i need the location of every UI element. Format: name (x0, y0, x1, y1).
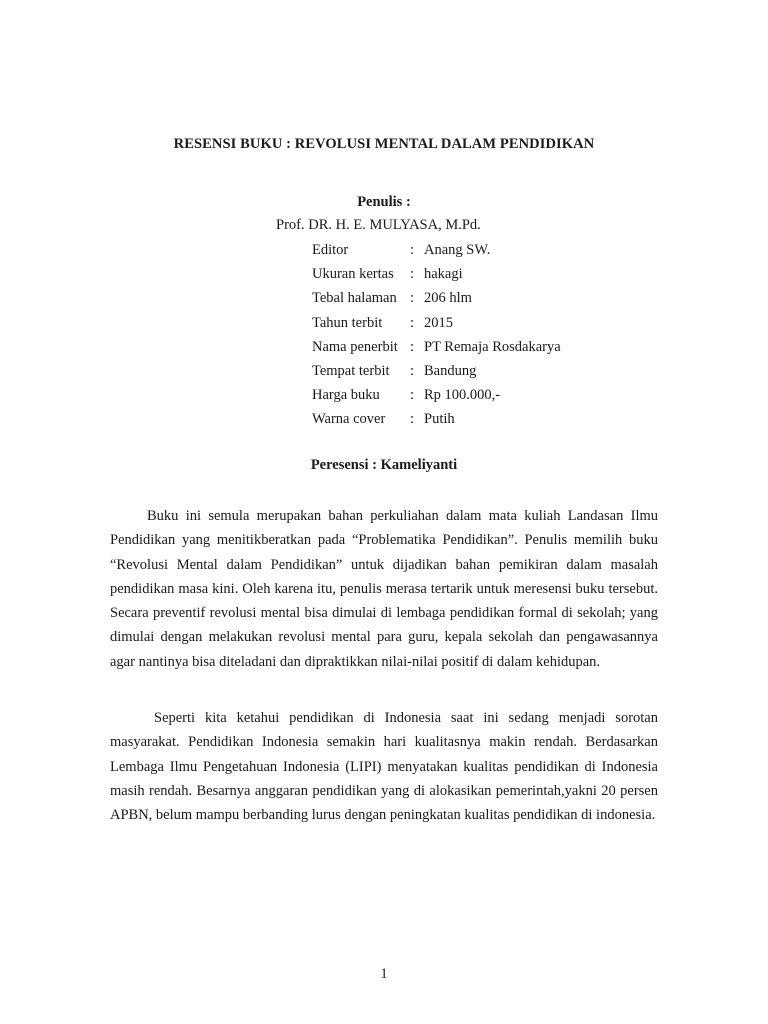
detail-key: Nama penerbit (312, 338, 398, 355)
body-paragraph-1: Buku ini semula merupakan bahan perkuliahan dalam mata kuliah Landasan Ilmu Pendidikan yang menitikberatkan pada “Problematika Pendidikan”. Penulis memilih buku “Revolusi Mental dalam Pendidikan” untuk dijadikan bahan pemikiran dalam masalah pendidikan masa kini. Oleh karena itu, penulis merasa tertarik untuk meresensi buku tersebut. Secara preventif revolusi mental bisa dimulai di lembaga pendidikan formal di sekolah; yang dimulai dengan melakukan revolusi mental para guru, kepala sekolah dan pengawasannya agar nantinya bisa diteladani dan dipraktikkan nilai-nilai positif di dalam kehidupan. (110, 508, 658, 670)
detail-key: Tahun terbit (312, 314, 383, 331)
detail-separator: : (410, 242, 415, 258)
author-name: Prof. DR. H. E. MULYASA, M.Pd. (276, 217, 481, 233)
detail-value: Anang SW. (424, 242, 491, 258)
page-number: 1 (380, 966, 388, 982)
detail-value: 206 hlm (424, 290, 472, 307)
detail-value: PT Remaja Rosdakarya (424, 338, 561, 355)
detail-value: hakagi (424, 266, 463, 283)
detail-separator: : (410, 266, 415, 283)
detail-separator: : (410, 290, 415, 307)
page-title: RESENSI BUKU : REVOLUSI MENTAL DALAM PENDIDIKAN (173, 136, 595, 152)
detail-separator: : (410, 338, 415, 355)
detail-value: Bandung (424, 362, 477, 379)
detail-key: Warna cover (312, 411, 386, 428)
detail-key: Editor (312, 242, 349, 258)
author-label: Penulis : (357, 194, 411, 210)
detail-key: Ukuran kertas (312, 266, 394, 283)
body-paragraph-2: Seperti kita ketahui pendidikan di Indonesia saat ini sedang menjadi sorotan masyarakat. Pendidikan Indonesia semakin hari kualitasnya makin rendah. Berdasarkan Lembaga Ilmu Pengetahuan Indonesia (LIPI) menyatakan kualitas pendidikan di Indonesia masih rendah. Besarnya anggaran pendidikan yang di alokasikan pemerintah,yakni 20 persen APBN, belum mampu berbanding lurus dengan peningkatan kualitas pendidikan di indonesia. (110, 710, 658, 824)
detail-value: Putih (424, 411, 455, 428)
detail-key: Tebal halaman (312, 290, 397, 307)
detail-key: Harga buku (312, 387, 380, 404)
detail-value: 2015 (424, 314, 453, 331)
detail-separator: : (410, 387, 415, 404)
detail-key: Tempat terbit (312, 362, 390, 379)
detail-value: Rp 100.000,- (424, 387, 501, 404)
detail-separator: : (410, 314, 415, 331)
detail-separator: : (410, 362, 415, 379)
detail-separator: : (410, 411, 415, 428)
reviewer-name: Peresensi : Kameliyanti (310, 457, 458, 473)
